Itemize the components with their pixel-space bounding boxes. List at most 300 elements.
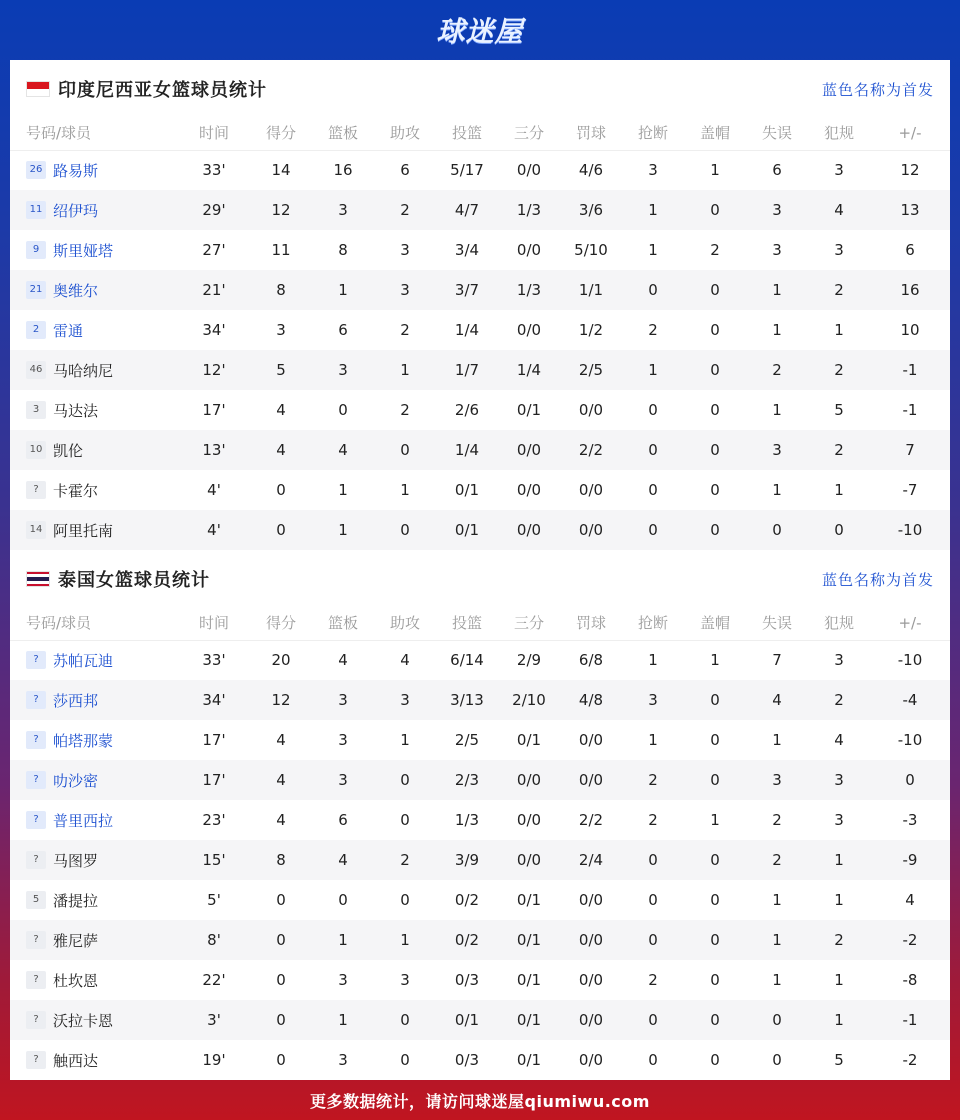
stat-cell: 1 — [648, 731, 658, 749]
stat-cell: 0 — [374, 510, 436, 550]
player-name[interactable]: 路易斯 — [53, 161, 99, 180]
stat-cell: 0 — [400, 891, 410, 909]
player-cell — [10, 720, 178, 760]
section-header — [10, 60, 950, 118]
jersey-number-badge: ? — [26, 931, 46, 949]
table-row[interactable] — [10, 390, 950, 430]
stat-cell: 1 — [400, 731, 410, 749]
stat-cell: 0 — [338, 891, 348, 909]
player-name[interactable]: 叻沙密 — [53, 771, 99, 790]
stat-cell: -4 — [870, 680, 950, 720]
column-header: 失误 — [746, 608, 808, 640]
player-cell — [10, 510, 178, 550]
stat-cell: 0 — [710, 401, 720, 419]
stat-cell: 0 — [622, 270, 684, 310]
stat-cell: 0 — [746, 1000, 808, 1040]
stat-cell: 5 — [834, 1051, 844, 1069]
player-cell — [10, 760, 178, 800]
stat-cell: 2 — [710, 241, 720, 259]
stat-cell: 3 — [312, 190, 374, 230]
player-cell — [10, 190, 178, 230]
stat-cell: 0 — [622, 840, 684, 880]
stat-cell: 5 — [834, 401, 844, 419]
stat-cell: 1 — [338, 481, 348, 499]
stat-cell: 0 — [276, 891, 286, 909]
stat-cell: -1 — [902, 401, 918, 419]
stat-cell: 17' — [178, 760, 250, 800]
stat-cell: 0 — [710, 321, 720, 339]
player-cell — [10, 800, 178, 840]
stat-cell: 2/2 — [578, 811, 604, 829]
stat-cell: 3 — [834, 161, 844, 180]
stat-cell: 27' — [202, 241, 226, 259]
stat-cell: 0 — [772, 1051, 782, 1069]
column-header: 三分 — [498, 608, 560, 640]
stat-cell: 0 — [684, 510, 746, 550]
stat-cell: 0/0 — [578, 401, 604, 419]
stat-cell: 2 — [400, 401, 410, 419]
stat-cell: 2 — [808, 680, 870, 720]
table-row[interactable] — [10, 920, 950, 960]
stat-cell: 1/7 — [436, 350, 498, 390]
stat-cell: 12 — [900, 161, 920, 180]
stat-cell: 0 — [622, 1000, 684, 1040]
player-cell — [10, 1000, 178, 1040]
stat-cell: 0/0 — [516, 321, 542, 339]
stat-cell: 20 — [271, 651, 291, 670]
stat-cell: 3 — [338, 971, 348, 989]
stat-cell: 0 — [710, 971, 720, 989]
stat-cell: 4' — [178, 510, 250, 550]
player-cell — [10, 920, 178, 960]
stat-cell: 2/5 — [560, 350, 622, 390]
stat-cell: 1 — [710, 651, 720, 670]
stat-cell: 0/0 — [560, 510, 622, 550]
column-header: 罚球 — [560, 118, 622, 150]
stats-card — [10, 60, 950, 1080]
stat-cell: 2 — [648, 321, 658, 339]
table-row[interactable] — [10, 510, 950, 550]
stat-cell: 3 — [400, 971, 410, 989]
stat-cell: 2 — [746, 840, 808, 880]
stat-cell: 5/17 — [450, 161, 484, 180]
stat-cell: -3 — [902, 811, 918, 829]
stat-cell: 19' — [202, 1051, 226, 1069]
stat-cell: 21' — [178, 270, 250, 310]
player-name[interactable]: 帕塔那蒙 — [53, 731, 114, 750]
stat-cell: 0 — [710, 481, 720, 499]
stat-cell: 2 — [622, 760, 684, 800]
stat-cell: 0/0 — [560, 920, 622, 960]
stat-cell: 2 — [746, 350, 808, 390]
stat-cell: 4 — [276, 731, 286, 749]
stat-cell: 0/0 — [578, 971, 604, 989]
stat-cell: 29' — [178, 190, 250, 230]
player-name: 马达法 — [53, 401, 99, 420]
stat-cell: 1 — [622, 190, 684, 230]
stat-cell: -2 — [902, 1051, 918, 1069]
stat-cell: 3 — [772, 241, 782, 259]
stat-cell: 4 — [400, 651, 410, 670]
player-name: 马哈纳尼 — [53, 361, 114, 380]
stat-cell: 3 — [808, 760, 870, 800]
player-name[interactable]: 斯里娅塔 — [53, 241, 114, 260]
stat-cell: 3 — [312, 680, 374, 720]
stat-cell: -1 — [870, 350, 950, 390]
stat-cell: 3 — [746, 190, 808, 230]
stat-cell: 4 — [276, 401, 286, 419]
table-row[interactable] — [10, 190, 950, 230]
player-cell — [10, 270, 178, 310]
stat-cell: 0 — [648, 401, 658, 419]
stat-cell: 23' — [202, 811, 226, 829]
stat-cell: 1 — [834, 321, 844, 339]
stat-cell: 5/10 — [574, 241, 608, 259]
player-name: 卡霍尔 — [53, 481, 99, 500]
table-row[interactable] — [10, 720, 950, 760]
stat-cell: 1 — [772, 971, 782, 989]
stat-cell: 1 — [746, 270, 808, 310]
stat-cell: 3 — [374, 270, 436, 310]
jersey-number-badge: ? — [26, 811, 46, 829]
stat-cell: 2/9 — [516, 651, 542, 670]
jersey-number-badge: 2 — [26, 321, 46, 339]
jersey-number-badge: ? — [26, 1051, 46, 1069]
jersey-number-badge: ? — [26, 851, 46, 869]
player-cell — [10, 430, 178, 470]
stat-cell: 1/3 — [498, 270, 560, 310]
player-name: 凯伦 — [53, 441, 84, 460]
stat-cell: 0 — [710, 1051, 720, 1069]
stat-cell: 2/2 — [560, 430, 622, 470]
stat-cell: 0 — [684, 840, 746, 880]
stat-cell: 1 — [710, 811, 720, 829]
stat-cell: 5 — [250, 350, 312, 390]
jersey-number-badge: ? — [26, 481, 46, 499]
stat-cell: 0/0 — [578, 731, 604, 749]
stat-cell: 1 — [648, 241, 658, 259]
player-cell — [10, 1040, 178, 1080]
table-row[interactable] — [10, 310, 950, 350]
jersey-number-badge: 46 — [26, 361, 46, 379]
player-name[interactable]: 普里西拉 — [53, 811, 114, 830]
player-name[interactable]: 奥维尔 — [53, 281, 99, 300]
stat-cell: 3 — [834, 241, 844, 259]
stat-cell: 1/4 — [498, 350, 560, 390]
stat-cell: 1 — [834, 971, 844, 989]
stat-cell: 3 — [746, 760, 808, 800]
stat-cell: 0 — [622, 430, 684, 470]
column-header: 助攻 — [374, 608, 436, 640]
stat-cell: 0 — [684, 920, 746, 960]
stat-cell: 0 — [684, 760, 746, 800]
stat-cell: 4 — [808, 190, 870, 230]
stat-cell: 1 — [834, 891, 844, 909]
player-cell — [10, 880, 178, 920]
stat-cell: 3/4 — [454, 241, 480, 259]
stat-cell: 0 — [276, 1051, 286, 1069]
starter-legend-note: 蓝色名称为首发 — [821, 570, 934, 589]
stat-cell: 1 — [834, 481, 844, 499]
stat-cell: 0/0 — [498, 840, 560, 880]
stat-cell: 0/1 — [436, 510, 498, 550]
table-row[interactable] — [10, 230, 950, 270]
stat-cell: 0/0 — [578, 1051, 604, 1069]
stat-cell: 4 — [905, 891, 915, 909]
stat-cell: 5' — [207, 891, 221, 909]
stat-cell: 3 — [338, 1051, 348, 1069]
table-row[interactable] — [10, 270, 950, 310]
stat-cell: 0 — [684, 350, 746, 390]
stat-cell: 3 — [312, 760, 374, 800]
table-row[interactable] — [10, 640, 950, 680]
stat-cell: 1 — [312, 270, 374, 310]
jersey-number-badge: 26 — [26, 161, 46, 179]
table-header-row — [10, 608, 950, 640]
footer-banner: 更多数据统计，请访问球迷屋qiumiwu.com — [310, 1091, 650, 1111]
stat-cell: 33' — [202, 161, 226, 180]
stat-cell: 16 — [870, 270, 950, 310]
stat-cell: 3 — [834, 651, 844, 670]
table-row[interactable] — [10, 150, 950, 190]
stat-cell: -8 — [902, 971, 918, 989]
stat-cell: 2/10 — [498, 680, 560, 720]
stat-cell: 12' — [178, 350, 250, 390]
brand-logo: 球迷屋 — [436, 15, 524, 48]
stat-cell: 12 — [250, 190, 312, 230]
column-header: 三分 — [498, 118, 560, 150]
stat-cell: 2 — [648, 811, 658, 829]
stat-cell: 2 — [808, 350, 870, 390]
stat-cell: 0/0 — [578, 481, 604, 499]
stat-cell: 0 — [710, 891, 720, 909]
stat-cell: 0/1 — [516, 401, 542, 419]
player-name[interactable]: 绍伊玛 — [53, 201, 99, 220]
section-header — [10, 550, 950, 608]
table-row[interactable] — [10, 470, 950, 510]
jersey-number-badge: 10 — [26, 441, 46, 459]
table-row[interactable] — [10, 880, 950, 920]
jersey-number-badge: ? — [26, 651, 46, 669]
jersey-number-badge: ? — [26, 731, 46, 749]
player-cell — [10, 310, 178, 350]
table-row[interactable] — [10, 1000, 950, 1040]
table-row[interactable] — [10, 800, 950, 840]
stat-cell: 1 — [374, 350, 436, 390]
stat-cell: 1 — [772, 891, 782, 909]
player-name: 杜坎恩 — [53, 971, 99, 990]
section-title-group — [26, 76, 267, 102]
stat-cell: 0 — [808, 510, 870, 550]
stat-cell: 0/1 — [516, 1051, 542, 1069]
team-section — [10, 550, 950, 1080]
stat-cell: 0 — [622, 510, 684, 550]
stat-cell: 0/1 — [516, 971, 542, 989]
player-name[interactable]: 莎西邦 — [53, 691, 99, 710]
stat-cell: 0 — [684, 680, 746, 720]
column-header: 抢断 — [622, 608, 684, 640]
stat-cell: 2 — [400, 321, 410, 339]
stat-cell: 3' — [178, 1000, 250, 1040]
section-title: 印度尼西亚女篮球员统计 — [58, 80, 267, 101]
stat-cell: 0 — [648, 891, 658, 909]
stat-cell: 0 — [622, 920, 684, 960]
section-title: 泰国女篮球员统计 — [58, 570, 210, 591]
stat-cell: 0 — [374, 1000, 436, 1040]
stat-cell: 1/3 — [498, 190, 560, 230]
stat-cell: 3 — [276, 321, 286, 339]
stat-cell: 1/1 — [560, 270, 622, 310]
stat-cell: 0/0 — [516, 481, 542, 499]
stat-cell: 0 — [648, 481, 658, 499]
stat-cell: 4/7 — [436, 190, 498, 230]
stat-cell: 3 — [312, 350, 374, 390]
stat-cell: 1 — [808, 1000, 870, 1040]
stat-cell: 3 — [834, 811, 844, 829]
stat-cell: -10 — [897, 731, 923, 749]
jersey-number-badge: ? — [26, 971, 46, 989]
stat-cell: 6/8 — [578, 651, 604, 670]
stat-cell: 0/1 — [436, 1000, 498, 1040]
player-cell — [10, 640, 178, 680]
stat-cell: 1 — [772, 481, 782, 499]
column-header: 时间 — [178, 608, 250, 640]
indonesia-flag — [26, 81, 50, 97]
stat-cell: 13' — [178, 430, 250, 470]
stat-cell: 6 — [905, 241, 915, 259]
stat-cell: -7 — [902, 481, 918, 499]
stat-cell: 4 — [312, 840, 374, 880]
stat-cell: 8 — [250, 840, 312, 880]
stat-cell: 0/0 — [516, 161, 542, 180]
stat-cell: 0 — [746, 510, 808, 550]
table-row[interactable] — [10, 350, 950, 390]
stat-cell: 7 — [772, 651, 782, 670]
stat-cell: 0/1 — [516, 731, 542, 749]
stat-cell: 1 — [622, 350, 684, 390]
player-cell — [10, 390, 178, 430]
starter-legend-note: 蓝色名称为首发 — [821, 80, 934, 99]
column-header: 犯规 — [808, 118, 870, 150]
brand-header — [0, 0, 960, 60]
table-row[interactable] — [10, 840, 950, 880]
jersey-number-badge: ? — [26, 771, 46, 789]
stat-cell: 0 — [400, 1051, 410, 1069]
stat-cell: 2/5 — [454, 731, 480, 749]
stat-cell: 0/1 — [454, 481, 480, 499]
stat-cell: 2 — [808, 920, 870, 960]
stat-cell: 0/0 — [498, 510, 560, 550]
stat-cell: 4/6 — [578, 161, 604, 180]
stat-cell: 1 — [772, 731, 782, 749]
stat-cell: 8 — [338, 241, 348, 259]
stat-cell: 3 — [400, 241, 410, 259]
player-cell — [10, 230, 178, 270]
stat-cell: 2/6 — [454, 401, 480, 419]
stat-cell: 0/1 — [498, 920, 560, 960]
stat-cell: 1/2 — [578, 321, 604, 339]
stat-cell: 2 — [808, 430, 870, 470]
stat-cell: 0 — [338, 401, 348, 419]
stat-cell: 0/2 — [436, 920, 498, 960]
player-name: 沃拉卡恩 — [53, 1011, 114, 1030]
stat-cell: 0 — [710, 731, 720, 749]
player-name: 潘提拉 — [53, 891, 99, 910]
stat-cell: 0 — [400, 811, 410, 829]
stat-cell: 0/2 — [454, 891, 480, 909]
player-name[interactable]: 苏帕瓦迪 — [53, 651, 114, 670]
player-name: 阿里托南 — [53, 521, 114, 540]
stat-cell: 4 — [250, 760, 312, 800]
stat-cell: 0/1 — [516, 891, 542, 909]
stat-cell: 3 — [648, 161, 658, 180]
stat-cell: 2 — [772, 811, 782, 829]
stat-cell: 1 — [312, 920, 374, 960]
stat-cell: 34' — [178, 680, 250, 720]
player-cell — [10, 350, 178, 390]
stat-cell: 0 — [276, 971, 286, 989]
player-cell — [10, 960, 178, 1000]
stat-cell: 0 — [684, 1000, 746, 1040]
jersey-number-badge: 9 — [26, 241, 46, 259]
stat-cell: 0/3 — [454, 1051, 480, 1069]
stat-cell: 4/8 — [560, 680, 622, 720]
stat-cell: 16 — [333, 161, 353, 180]
column-header: 罚球 — [560, 608, 622, 640]
player-name: 触西达 — [53, 1051, 99, 1070]
stat-cell: 3 — [338, 731, 348, 749]
stat-cell: 4' — [207, 481, 221, 499]
stat-cell: -10 — [897, 651, 923, 670]
player-name[interactable]: 雷通 — [53, 321, 84, 340]
stat-cell: 0 — [648, 1051, 658, 1069]
table-row[interactable] — [10, 960, 950, 1000]
stat-cell: 1 — [312, 510, 374, 550]
column-header: 助攻 — [374, 118, 436, 150]
stat-cell: 10 — [900, 321, 920, 339]
stat-cell: 6 — [772, 161, 782, 180]
stat-cell: 17' — [202, 401, 226, 419]
jersey-number-badge: ? — [26, 1011, 46, 1029]
stat-cell: 2/4 — [560, 840, 622, 880]
jersey-number-badge: 3 — [26, 401, 46, 419]
player-name: 马图罗 — [53, 851, 99, 870]
stat-cell: 0 — [684, 190, 746, 230]
stat-cell: 0 — [250, 510, 312, 550]
stat-cell: -9 — [870, 840, 950, 880]
stat-cell: 8' — [178, 920, 250, 960]
stat-cell: 4 — [276, 811, 286, 829]
table-row[interactable] — [10, 430, 950, 470]
table-row[interactable] — [10, 760, 950, 800]
stat-cell: 0 — [276, 481, 286, 499]
player-cell — [10, 150, 178, 190]
table-row[interactable] — [10, 680, 950, 720]
section-title-group — [26, 566, 210, 592]
stat-cell: 4 — [338, 651, 348, 670]
stat-cell: 2/3 — [436, 760, 498, 800]
jersey-number-badge: ? — [26, 691, 46, 709]
stat-cell: 8 — [250, 270, 312, 310]
player-stats-table — [10, 608, 950, 1080]
column-header: 时间 — [178, 118, 250, 150]
stat-cell: 1 — [648, 651, 658, 670]
stat-cell: -10 — [870, 510, 950, 550]
stat-cell: 0/0 — [560, 1000, 622, 1040]
player-name: 雅尼萨 — [53, 931, 99, 950]
column-header: 篮板 — [312, 608, 374, 640]
table-row[interactable] — [10, 1040, 950, 1080]
